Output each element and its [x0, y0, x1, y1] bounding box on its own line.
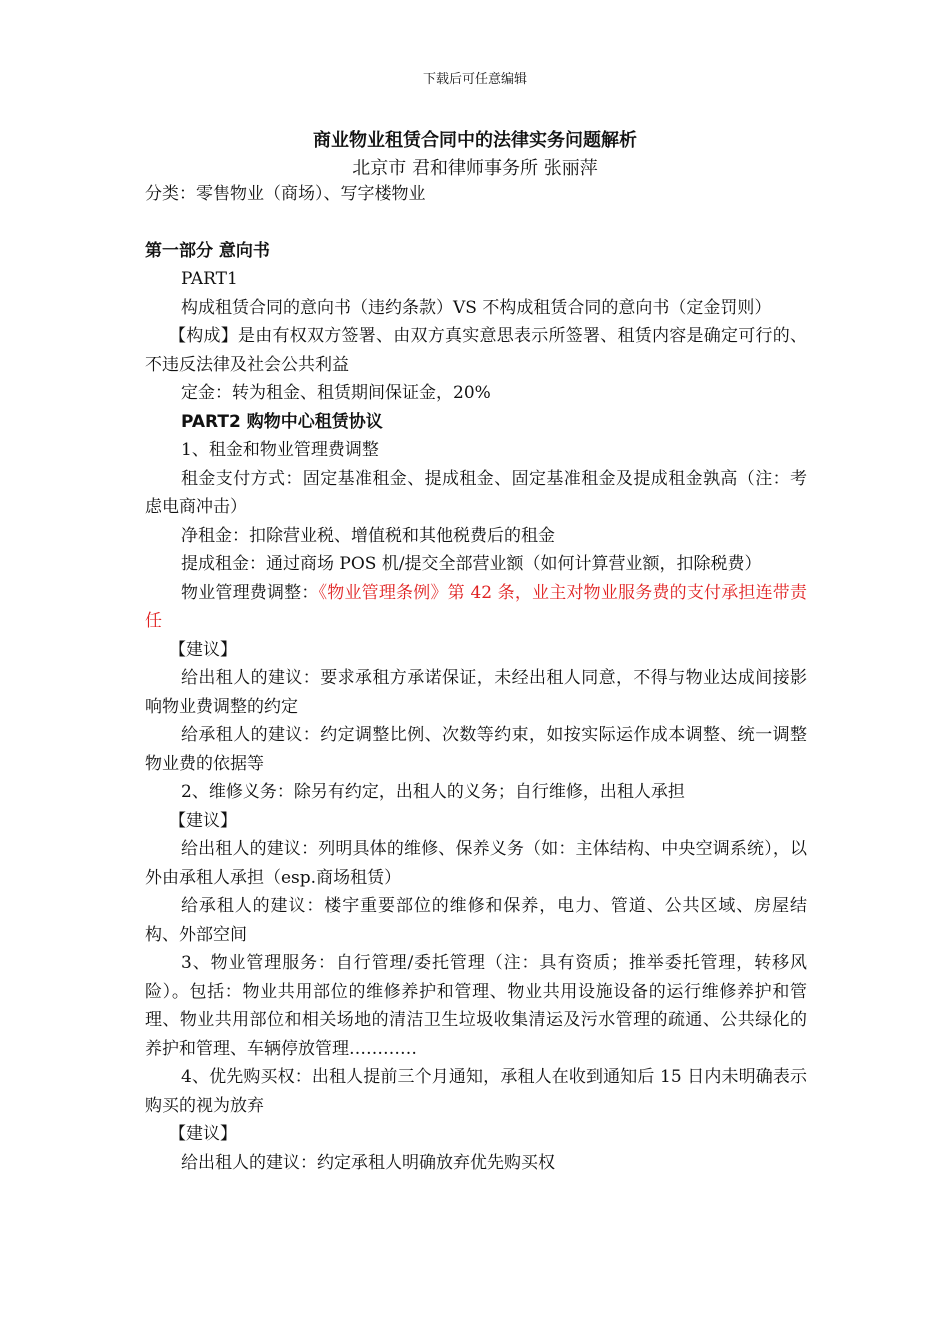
part1-paragraph-2: 【构成】是由有权双方签署、由双方真实意思表示所签署、租赁内容是确定可行的、不违反法律及社会公共利益: [145, 326, 807, 375]
property-fee-label: 物业管理费调整：: [181, 582, 319, 603]
section-1-paragraph-2: 净租金：扣除营业税、增值税和其他税费后的租金: [181, 525, 555, 546]
document-title: 商业物业租赁合同中的法律实务问题解析: [313, 130, 637, 151]
advice-1-tenant: 给承租人的建议：约定调整比例、次数等约束，如按实际运作成本调整、统一调整物业费的依据等: [145, 725, 807, 774]
category-line: 分类：零售物业（商场）、写字楼物业: [145, 184, 426, 204]
document-body: [145, 180, 807, 1177]
advice-heading-1: 【建议】: [169, 639, 237, 660]
section-2-title: 2、维修义务：除另有约定，出租人的义务；自行维修，出租人承担: [181, 782, 685, 802]
section-1-title: 1、租金和物业管理费调整: [181, 440, 379, 460]
part1-paragraph-3: 定金：转为租金、租赁期间保证金，20%: [181, 383, 491, 403]
section-1-paragraph-1: 租金支付方式：固定基准租金、提成租金、固定基准租金及提成租金孰高（注：考虑电商冲击）: [145, 468, 807, 517]
advice-heading-2: 【建议】: [169, 810, 237, 831]
part2-heading: PART2 购物中心租赁协议: [181, 411, 383, 432]
part1-paragraph-1: 构成租赁合同的意向书（违约条款）VS 不构成租赁合同的意向书（定金罚则）: [181, 297, 772, 318]
regulation-citation: 《物业管理条例》第 42 条，业主对物业服务费的支付承担连带责任: [145, 582, 807, 631]
watermark-text: 下载后可任意编辑: [422, 72, 527, 87]
section-3-paragraph: 3、物业管理服务：自行管理/委托管理（注：具有资质；推举委托管理，转移风险）。包括：物业共用部位的维修养护和管理、物业共用设施设备的运行维修养护和管理、物业共用部位和相关场地的清洁卫生垃圾收集清运及污水管理的疏通、公共绿化的养护和管理、车辆停放管理…………: [145, 953, 807, 1059]
advice-2-tenant: 给承租人的建议：楼宇重要部位的维修和保养，电力、管道、公共区域、房屋结构、外部空间: [145, 896, 807, 945]
spacer: [145, 209, 807, 237]
part1-label: PART1: [181, 269, 238, 289]
document-author: 北京市 君和律师事务所 张丽萍: [352, 158, 598, 179]
section-1-paragraph-4: [145, 579, 807, 636]
section-4-paragraph: 4、优先购买权：出租人提前三个月通知，承租人在收到通知后 15 日内未明确表示购买的视为放弃: [145, 1067, 807, 1116]
section-1-paragraph-3: 提成租金：通过商场 POS 机/提交全部营业额（如何计算营业额，扣除税费）: [181, 554, 762, 574]
advice-2-landlord: 给出租人的建议：列明具体的维修、保养义务（如：主体结构、中央空调系统），以外由承租人承担（esp.商场租赁）: [145, 839, 807, 888]
advice-heading-4: 【建议】: [169, 1124, 237, 1144]
advice-4-landlord: 给出租人的建议：约定承租人明确放弃优先购买权: [181, 1152, 555, 1173]
advice-1-landlord: 给出租人的建议：要求承租方承诺保证，未经出租人同意，不得与物业达成间接影响物业费调整的约定: [145, 668, 807, 717]
part1-heading: 第一部分 意向书: [145, 240, 270, 261]
